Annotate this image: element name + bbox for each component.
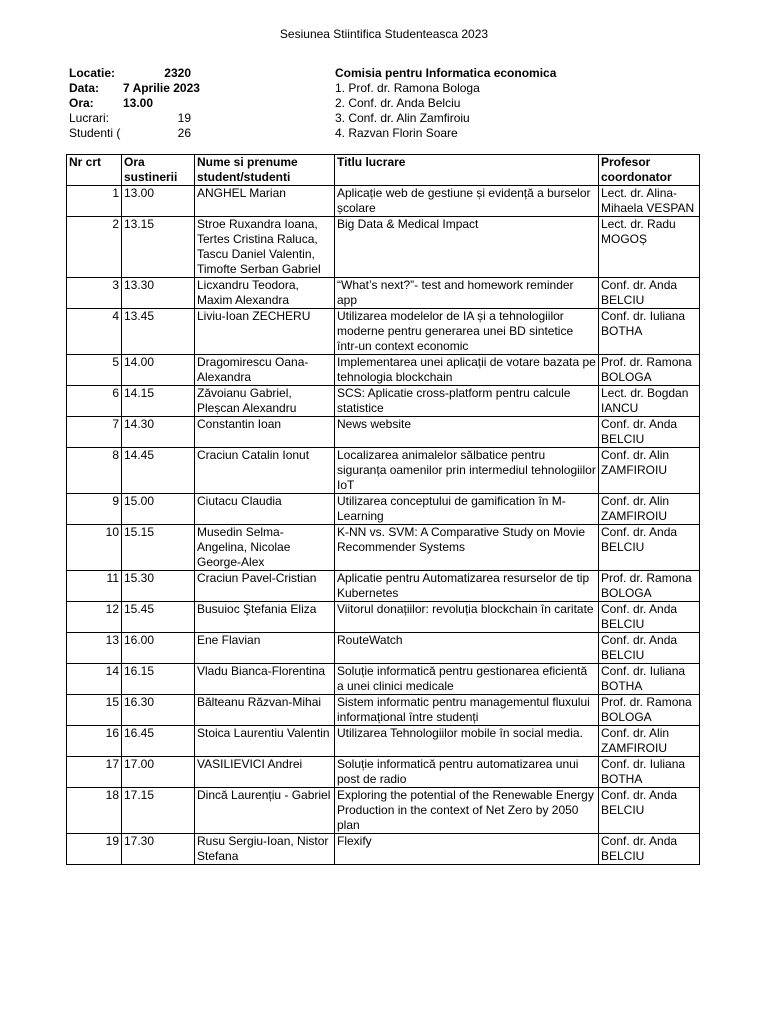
table-row: [67, 695, 700, 726]
row-number: 15: [67, 695, 122, 726]
row-time: 16.45: [122, 726, 195, 757]
row-coordinator: Conf. dr. Alin ZAMFIROIU: [599, 494, 700, 525]
row-number: 16: [67, 726, 122, 757]
header-ora: Ora sustinerii: [122, 155, 195, 186]
row-time: 17.00: [122, 757, 195, 788]
table-row: [67, 309, 700, 355]
row-number: 11: [67, 571, 122, 602]
row-coordinator: Conf. dr. Anda BELCIU: [599, 633, 700, 664]
row-students: Licxandru Teodora, Maxim Alexandra: [195, 278, 335, 309]
row-number: 2: [67, 217, 122, 278]
row-students: Craciun Pavel-Cristian: [195, 571, 335, 602]
lucrari-value: 19: [177, 111, 191, 125]
row-students: Stoica Laurentiu Valentin: [195, 726, 335, 757]
row-coordinator: Conf. dr. Anda BELCIU: [599, 788, 700, 834]
row-students: ANGHEL Marian: [195, 186, 335, 217]
locatie-label: Locatie:: [69, 66, 116, 80]
table-row: [67, 602, 700, 633]
locatie-value: 2320: [164, 66, 191, 80]
row-time: 17.15: [122, 788, 195, 834]
lucrari-label: Lucrari:: [69, 111, 110, 125]
row-title: Utilizarea conceptului de gamification în M-Learning: [335, 494, 599, 525]
schedule-table: [66, 154, 700, 865]
row-time: 15.30: [122, 571, 195, 602]
row-number: 10: [67, 525, 122, 571]
header-profesor: Profesor coordonator: [599, 155, 700, 186]
row-students: Musedin Selma-Angelina, Nicolae George-Alex: [195, 525, 335, 571]
row-coordinator: Conf. dr. Alin ZAMFIROIU: [599, 726, 700, 757]
row-number: 13: [67, 633, 122, 664]
ora-value: 13.00: [123, 96, 154, 110]
table-row: [67, 494, 700, 525]
table-row: [67, 217, 700, 278]
row-students: Constantin Ioan: [195, 417, 335, 448]
row-title: RouteWatch: [335, 633, 599, 664]
row-coordinator: Conf. dr. Anda BELCIU: [599, 834, 700, 865]
row-title: Implementarea unei aplicații de votare bazata pe tehnologia blockchain: [335, 355, 599, 386]
row-number: 9: [67, 494, 122, 525]
header-nr-crt: Nr crt: [67, 155, 122, 186]
row-students: Ciutacu Claudia: [195, 494, 335, 525]
row-number: 18: [67, 788, 122, 834]
table-row: [67, 633, 700, 664]
row-time: 15.45: [122, 602, 195, 633]
studenti-label: Studenti (: [69, 126, 121, 140]
row-number: 6: [67, 386, 122, 417]
row-title: News website: [335, 417, 599, 448]
row-number: 14: [67, 664, 122, 695]
row-title: Utilizarea modelelor de IA și a tehnologiilor moderne pentru generarea unei BD sintetice într-un context economic: [335, 309, 599, 355]
row-coordinator: Prof. dr. Ramona BOLOGA: [599, 571, 700, 602]
table-row: [67, 525, 700, 571]
table-header-row: [67, 155, 700, 186]
row-students: Busuioc Ştefania Eliza: [195, 602, 335, 633]
table-row: [67, 571, 700, 602]
row-time: 14.30: [122, 417, 195, 448]
header-nume: Nume si prenume student/studenti: [195, 155, 335, 186]
commission-member: 4. Razvan Florin Soare: [335, 126, 458, 140]
row-coordinator: Lect. dr. Bogdan IANCU: [599, 386, 700, 417]
row-title: Soluție informatică pentru automatizarea unui post de radio: [335, 757, 599, 788]
table-row: [67, 355, 700, 386]
row-coordinator: Conf. dr. Anda BELCIU: [599, 417, 700, 448]
row-time: 14.15: [122, 386, 195, 417]
row-title: K-NN vs. SVM: A Comparative Study on Movie Recommender Systems: [335, 525, 599, 571]
row-coordinator: Conf. dr. Anda BELCIU: [599, 602, 700, 633]
table-row: [67, 788, 700, 834]
row-title: Flexify: [335, 834, 599, 865]
table-row: [67, 417, 700, 448]
row-coordinator: Prof. dr. Ramona BOLOGA: [599, 695, 700, 726]
row-time: 13.15: [122, 217, 195, 278]
data-value: 7 Aprilie 2023: [123, 81, 200, 95]
row-time: 13.45: [122, 309, 195, 355]
row-students: Bălteanu Răzvan-Mihai: [195, 695, 335, 726]
studenti-value: 26: [177, 126, 191, 140]
row-time: 16.15: [122, 664, 195, 695]
commission-panel: [335, 66, 556, 141]
row-number: 3: [67, 278, 122, 309]
row-coordinator: Prof. dr. Ramona BOLOGA: [599, 355, 700, 386]
table-row: [67, 757, 700, 788]
row-title: Aplicație web de gestiune și evidență a burselor școlare: [335, 186, 599, 217]
row-number: 8: [67, 448, 122, 494]
table-row: [67, 186, 700, 217]
row-students: Craciun Catalin Ionut: [195, 448, 335, 494]
ora-label: Ora:: [69, 96, 94, 110]
row-students: Liviu-Ioan ZECHERU: [195, 309, 335, 355]
row-coordinator: Lect. dr. Alina-Mihaela VESPAN: [599, 186, 700, 217]
table-row: [67, 664, 700, 695]
row-time: 17.30: [122, 834, 195, 865]
row-title: Sistem informatic pentru managementul fluxului informațional între studenți: [335, 695, 599, 726]
row-students: Stroe Ruxandra Ioana, Tertes Cristina Raluca, Tascu Daniel Valentin, Timofte Serban Gabriel: [195, 217, 335, 278]
row-time: 16.30: [122, 695, 195, 726]
row-number: 7: [67, 417, 122, 448]
row-students: VASILIEVICI Andrei: [195, 757, 335, 788]
row-time: 13.30: [122, 278, 195, 309]
row-number: 19: [67, 834, 122, 865]
row-time: 14.00: [122, 355, 195, 386]
row-title: Localizarea animalelor sălbatice pentru siguranța oamenilor prin intermediul tehnologiilor IoT: [335, 448, 599, 494]
commission-title: Comisia pentru Informatica economica: [335, 66, 557, 80]
row-coordinator: Conf. dr. Anda BELCIU: [599, 525, 700, 571]
row-number: 1: [67, 186, 122, 217]
row-coordinator: Conf. dr. Iuliana BOTHA: [599, 757, 700, 788]
table-row: [67, 726, 700, 757]
row-title: SCS: Aplicatie cross-platform pentru calcule statistice: [335, 386, 599, 417]
row-number: 4: [67, 309, 122, 355]
row-time: 14.45: [122, 448, 195, 494]
table-row: [67, 386, 700, 417]
row-number: 5: [67, 355, 122, 386]
row-students: Dincă Laurențiu - Gabriel: [195, 788, 335, 834]
row-title: Exploring the potential of the Renewable Energy Production in the context of Net Zero by 2050 plan: [335, 788, 599, 834]
row-time: 16.00: [122, 633, 195, 664]
row-coordinator: Conf. dr. Iuliana BOTHA: [599, 309, 700, 355]
table-row: [67, 278, 700, 309]
commission-member: 3. Conf. dr. Alin Zamfiroiu: [335, 111, 470, 125]
header-titlu: Titlu lucrare: [335, 155, 599, 186]
table-row: [67, 448, 700, 494]
row-title: Aplicatie pentru Automatizarea resurselor de tip Kubernetes: [335, 571, 599, 602]
row-number: 12: [67, 602, 122, 633]
row-coordinator: Conf. dr. Iuliana BOTHA: [599, 664, 700, 695]
row-title: Big Data & Medical Impact: [335, 217, 599, 278]
row-coordinator: Conf. dr. Anda BELCIU: [599, 278, 700, 309]
row-time: 13.00: [122, 186, 195, 217]
row-time: 15.00: [122, 494, 195, 525]
table-row: [67, 834, 700, 865]
row-students: Ene Flavian: [195, 633, 335, 664]
row-title: “What’s next?”- test and homework reminder app: [335, 278, 599, 309]
row-title: Utilizarea Tehnologiilor mobile în social media.: [335, 726, 599, 757]
row-number: 17: [67, 757, 122, 788]
row-students: Zăvoianu Gabriel, Pleșcan Alexandru: [195, 386, 335, 417]
data-label: Data:: [69, 81, 100, 95]
row-title: Viitorul donațiilor: revoluția blockchain în caritate: [335, 602, 599, 633]
row-coordinator: Lect. dr. Radu MOGOȘ: [599, 217, 700, 278]
row-time: 15.15: [122, 525, 195, 571]
row-students: Rusu Sergiu-Ioan, Nistor Stefana: [195, 834, 335, 865]
row-students: Vladu Bianca-Florentina: [195, 664, 335, 695]
row-students: Dragomirescu Oana-Alexandra: [195, 355, 335, 386]
row-coordinator: Conf. dr. Alin ZAMFIROIU: [599, 448, 700, 494]
page-title: Sesiunea Stiintifica Studenteasca 2023: [279, 27, 489, 41]
commission-member: 1. Prof. dr. Ramona Bologa: [335, 81, 480, 95]
row-title: Soluție informatică pentru gestionarea eficientă a unei clinici medicale: [335, 664, 599, 695]
commission-member: 2. Conf. dr. Anda Belciu: [335, 96, 461, 110]
